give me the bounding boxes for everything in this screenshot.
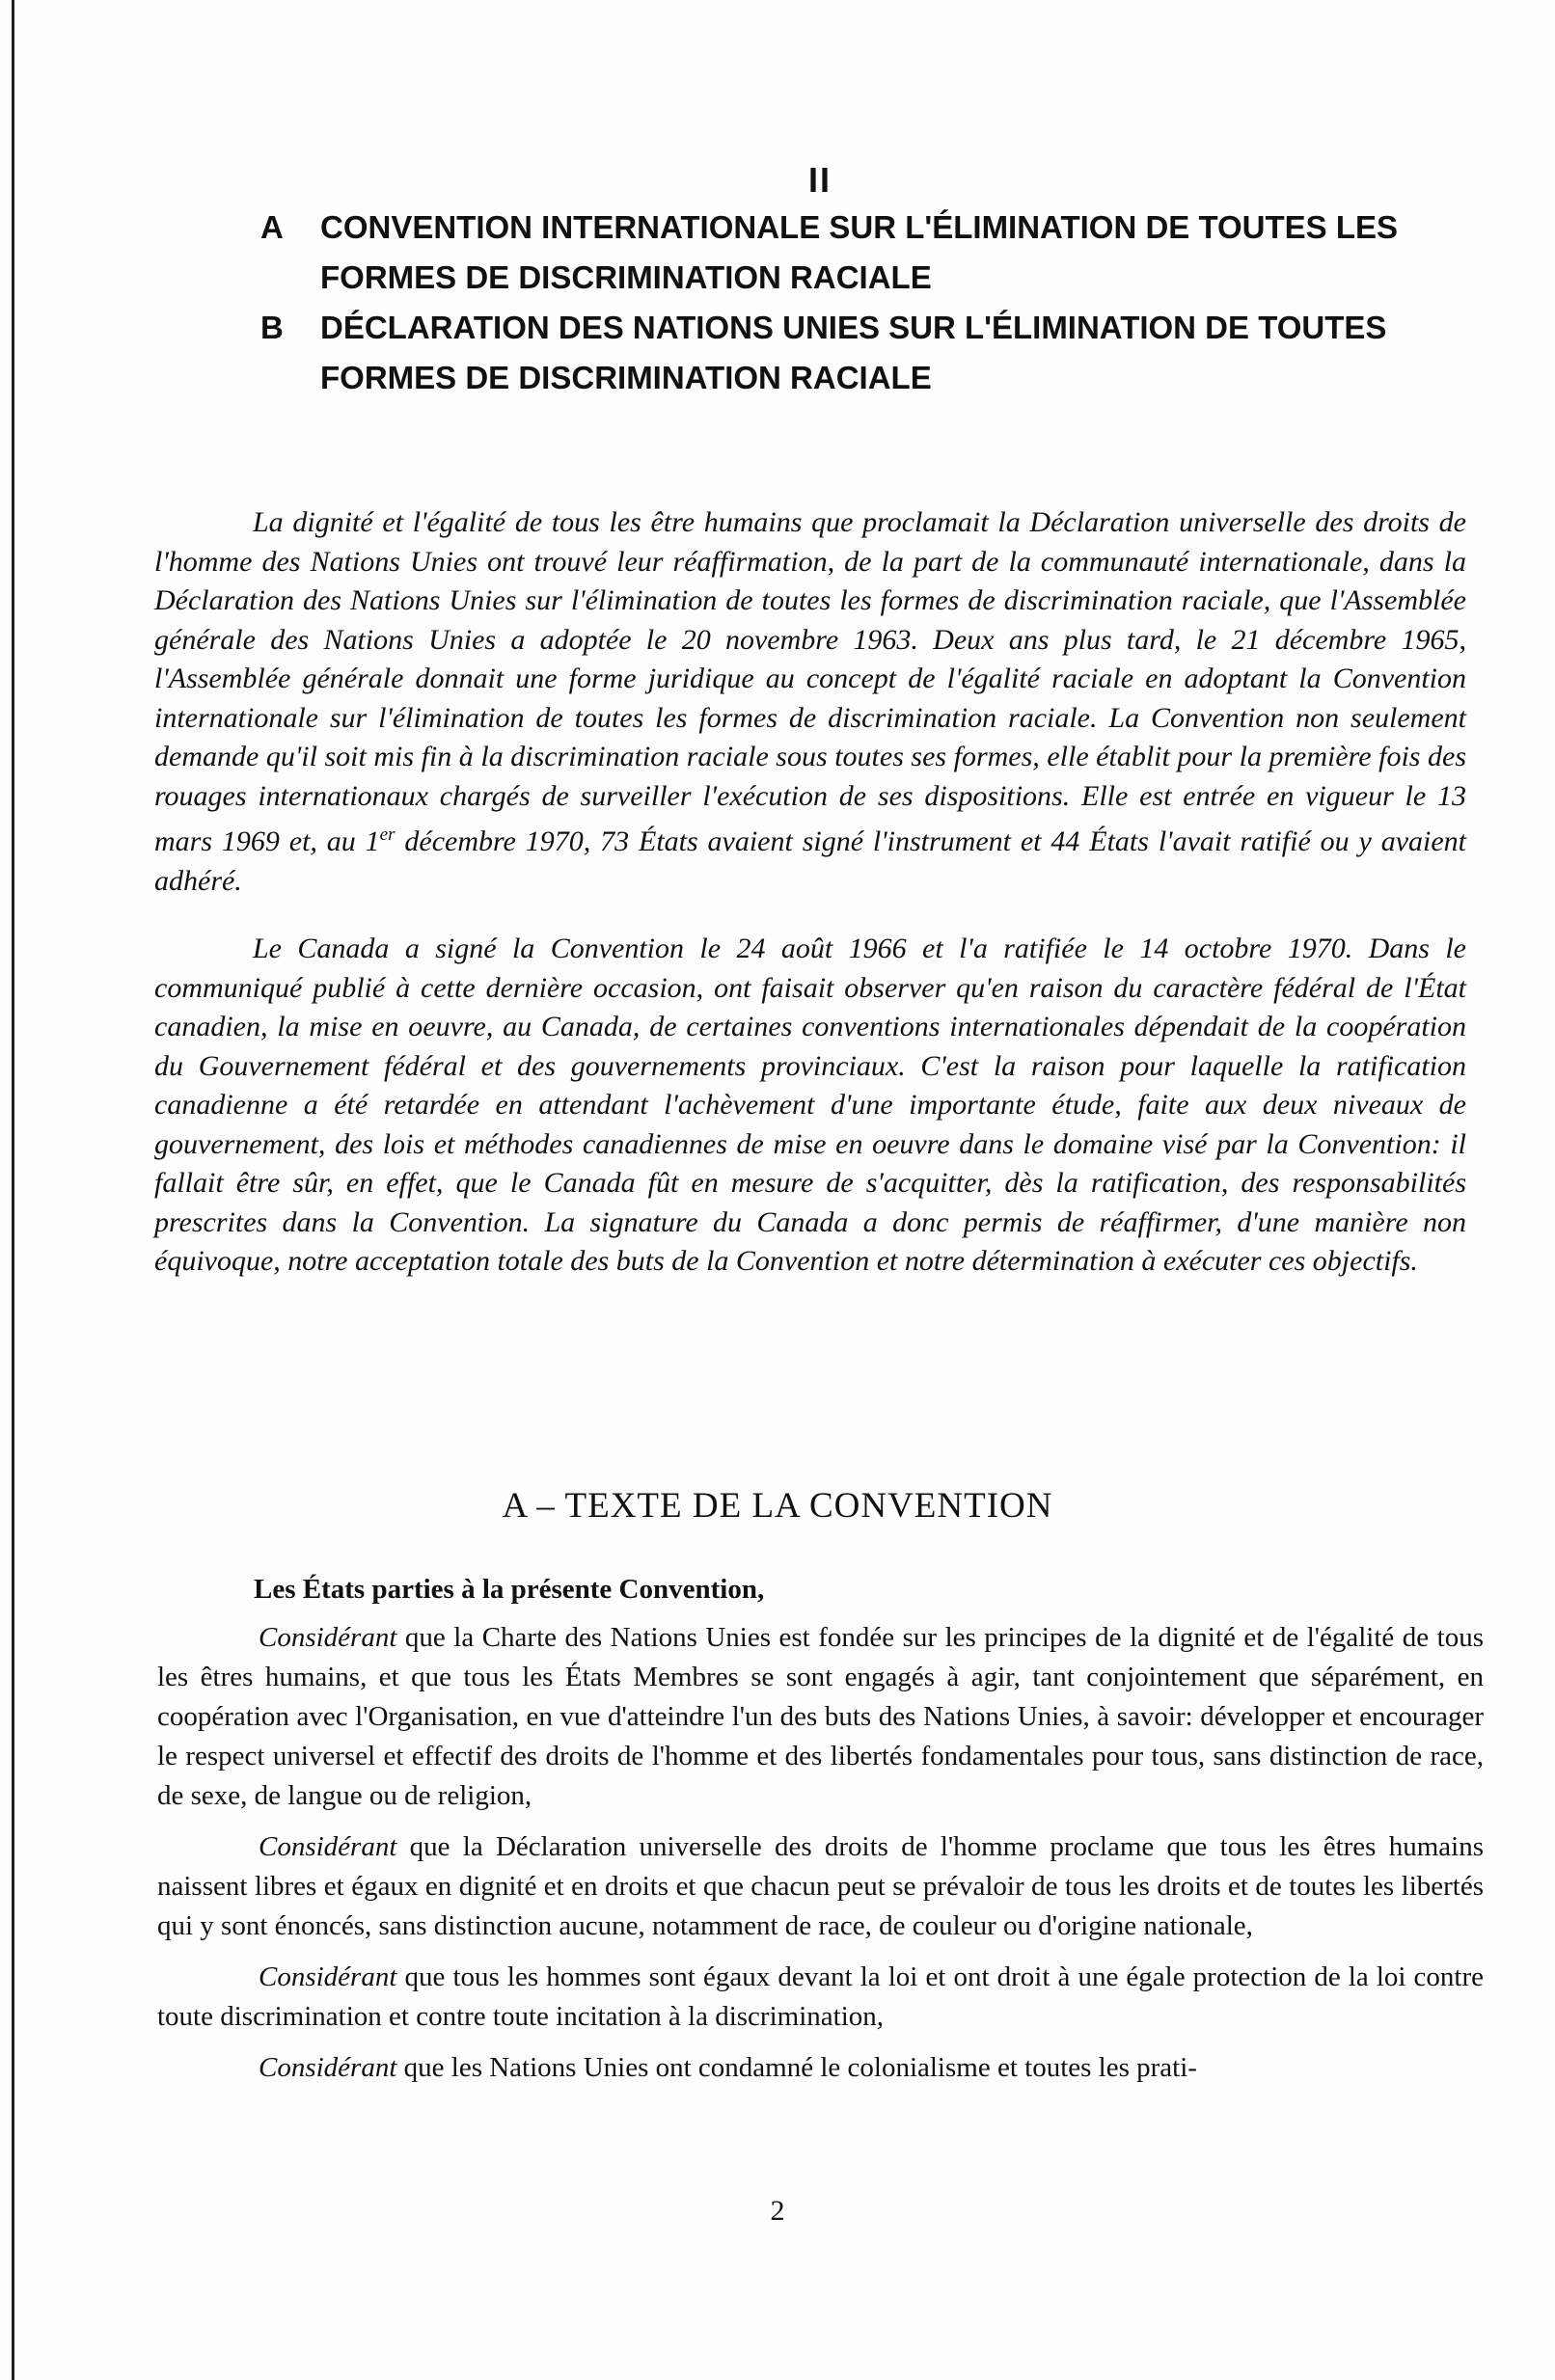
- heading-a: [260, 203, 1399, 303]
- heading-text: CONVENTION INTERNATIONALE SUR L'ÉLIMINATION DE TOUTES LES FORMES DE DISCRIMINATION RACIALE: [320, 209, 1399, 295]
- ordinal-superscript: er: [379, 825, 396, 845]
- considerants: [157, 1618, 1484, 2099]
- intro-paragraph: [154, 503, 1466, 901]
- considerant-lead: Considérant: [259, 1961, 397, 1992]
- convention-heading: A – TEXTE DE LA CONVENTION: [502, 1486, 1053, 1526]
- section-headings: [260, 203, 1399, 403]
- section-numeral: II: [808, 160, 832, 200]
- heading-letter: B: [260, 310, 284, 345]
- considerant-lead: Considérant: [259, 1622, 397, 1653]
- considerant-text: que les Nations Unies ont condamné le colonialisme et toutes les prati-: [396, 2052, 1197, 2083]
- introduction: [154, 503, 1466, 1282]
- considerant-lead: Considérant: [259, 1831, 397, 1862]
- page-number: 2: [770, 2195, 785, 2227]
- heading-letter: A: [260, 209, 284, 245]
- considerant-paragraph: [157, 1618, 1484, 1816]
- binding-edge: [12, 0, 14, 2380]
- considerant-text: que la Charte des Nations Unies est fondée sur les principes de la dignité et de l'égalité de tous les êtres humains, et que tous les États Membres se sont engagés à agir, tant conjointement que séparément, en coopération avec l'Organisation, en vue d'atteindre l'un des buts des Nations Unies, à savoir: développer et encourager le respect universel et effectif des droits de l'homme et des libertés fondamentales pour tous, sans distinction de race, de sexe, de langue ou de religion,: [157, 1622, 1484, 1811]
- considerant-text: que la Déclaration universelle des droits de l'homme proclame que tous les êtres humains naissent libres et égaux en dignité et en droits et que chacun peut se prévaloir de tous les droits et de toutes les libertés qui y sont énoncés, sans distinction aucune, notamment de race, de couleur ou d'origine nationale,: [157, 1831, 1484, 1941]
- considerant-lead: Considérant: [259, 2052, 397, 2083]
- considerant-paragraph: [157, 1958, 1484, 2037]
- intro-paragraph: Le Canada a signé la Convention le 24 août 1966 et l'a ratifiée le 14 octobre 1970. Dans le communiqué publié à cette dernière occasion, ont faisait observer qu'en raison du caractère fédéral de l'État canadien, la mise en oeuvre, au Canada, de certaines conventions internationales dépendait de la coopération du Gouvernement fédéral et des gouvernements provinciaux. C'est la raison pour laquelle la ratification canadienne a été retardée en attendant l'achèvement d'une importante étude, faite aux deux niveaux de gouvernement, des lois et méthodes canadiennes de mise en oeuvre dans le domaine visé par la Convention: il fallait être sûr, en effet, que le Canada fût en mesure de s'acquitter, dès la ratification, des responsabilités prescrites dans la Convention. La signature du Canada a donc permis de réaffirmer, d'une manière non équivoque, notre acceptation totale des buts de la Convention et notre détermination à exécuter ces objectifs.: [154, 933, 1466, 1277]
- considerant-text: que tous les hommes sont égaux devant la loi et ont droit à une égale protection de la loi contre toute discrimination et contre toute incitation à la discrimination,: [157, 1961, 1484, 2032]
- heading-text: DÉCLARATION DES NATIONS UNIES SUR L'ÉLIMINATION DE TOUTES FORMES DE DISCRIMINATION RACIALE: [320, 310, 1387, 395]
- considerant-paragraph: [157, 1827, 1484, 1946]
- intro-text: La dignité et l'égalité de tous les être humains que proclamait la Déclaration universelle des droits de l'homme des Nations Unies ont trouvé leur réaffirmation, de la part de la communauté internationale, dans la Déclaration des Nations Unies sur l'élimination de toutes les formes de discrimination raciale, que l'Assemblée générale des Nations Unies a adoptée le 20 novembre 1963. Deux ans plus tard, le 21 décembre 1965, l'Assemblée générale donnait une forme juridique au concept de l'égalité raciale en adoptant la Convention internationale sur l'élimination de toutes les formes de discrimination raciale. La Convention non seulement demande qu'il soit mis fin à la discrimination raciale sous toutes ses formes, elle établit pour la première fois des rouages internationaux chargés de surveiller l'exécution de ses dispositions. Elle est entrée en vigueur le 13 mars 1969 et, au 1: [154, 506, 1466, 857]
- intro-text: décembre 1970, 73 États avaient signé l'instrument et 44 États l'avait ratifié ou y avaient adhéré.: [154, 825, 1466, 897]
- preamble: Les États parties à la présente Convention,: [254, 1574, 765, 1605]
- heading-b: [260, 303, 1399, 403]
- considerant-paragraph: [157, 2048, 1484, 2088]
